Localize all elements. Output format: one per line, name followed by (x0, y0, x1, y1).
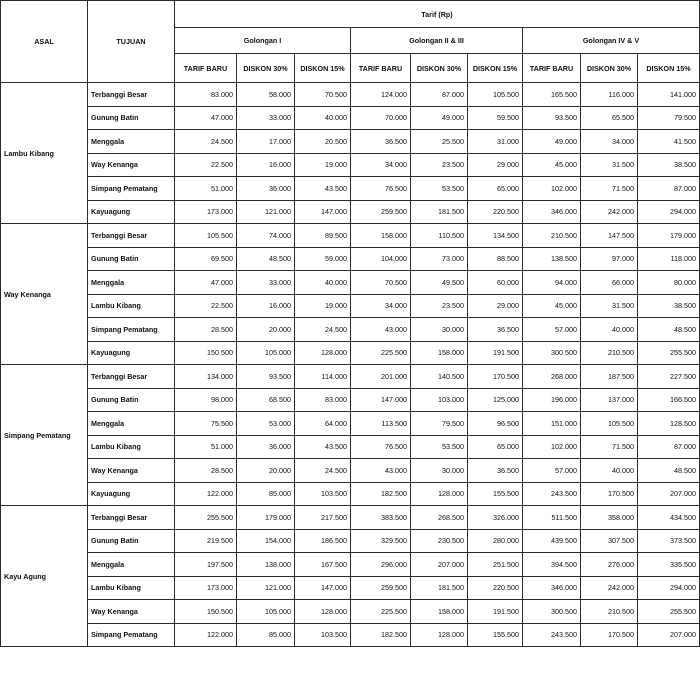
tarif-value-cell: 114.000 (295, 365, 351, 389)
tarif-value-cell: 230.500 (411, 529, 468, 553)
table-row (1, 106, 700, 130)
tujuan-cell: Gunung Batin (88, 106, 175, 130)
tarif-value-cell: 68.500 (237, 388, 295, 412)
tarif-value-cell: 128.500 (638, 412, 700, 436)
tarif-value-cell: 210.500 (523, 224, 581, 248)
tarif-value-cell: 36.500 (468, 459, 523, 483)
tarif-value-cell: 30.000 (411, 318, 468, 342)
tujuan-cell: Terbanggi Besar (88, 224, 175, 248)
tarif-value-cell: 65.000 (468, 435, 523, 459)
tarif-value-cell: 243.500 (523, 482, 581, 506)
tarif-value-cell: 31.500 (581, 294, 638, 318)
table-row (1, 482, 700, 506)
tarif-value-cell: 40.000 (581, 459, 638, 483)
tarif-value-cell: 207.000 (638, 482, 700, 506)
tarif-value-cell: 220.500 (468, 200, 523, 224)
table-row (1, 506, 700, 530)
tarif-value-cell: 24.500 (295, 318, 351, 342)
tujuan-cell: Lambu Kibang (88, 435, 175, 459)
tarif-value-cell: 121.000 (237, 200, 295, 224)
tarif-value-cell: 140.500 (411, 365, 468, 389)
tarif-value-cell: 307.500 (581, 529, 638, 553)
tarif-value-cell: 51.000 (175, 435, 237, 459)
table-row (1, 224, 700, 248)
header-asal: ASAL (1, 1, 88, 83)
header-diskon-15: DISKON 15% (295, 54, 351, 83)
table-body (1, 83, 700, 647)
tarif-value-cell: 19.000 (295, 294, 351, 318)
tarif-value-cell: 207.000 (638, 623, 700, 647)
table-row (1, 623, 700, 647)
tarif-value-cell: 191.500 (468, 341, 523, 365)
tarif-value-cell: 87.000 (638, 435, 700, 459)
tarif-value-cell: 45.000 (523, 294, 581, 318)
table-row (1, 412, 700, 436)
tarif-value-cell: 43.000 (351, 318, 411, 342)
tarif-value-cell: 346.000 (523, 200, 581, 224)
tarif-value-cell: 186.500 (295, 529, 351, 553)
table-header (1, 1, 700, 83)
tarif-value-cell: 170.500 (468, 365, 523, 389)
tarif-value-cell: 85.000 (237, 482, 295, 506)
tarif-value-cell: 29.000 (468, 153, 523, 177)
tarif-value-cell: 20.000 (237, 459, 295, 483)
tarif-value-cell: 40.000 (295, 271, 351, 295)
tarif-value-cell: 121.000 (237, 576, 295, 600)
tarif-value-cell: 76.500 (351, 177, 411, 201)
tarif-value-cell: 197.500 (175, 553, 237, 577)
tarif-value-cell: 220.500 (468, 576, 523, 600)
tarif-value-cell: 346.000 (523, 576, 581, 600)
tarif-value-cell: 47.000 (175, 271, 237, 295)
table-row (1, 130, 700, 154)
tarif-value-cell: 196.000 (523, 388, 581, 412)
header-tarif: Tarif (Rp) (175, 1, 700, 28)
tarif-value-cell: 83.000 (175, 83, 237, 107)
tarif-value-cell: 49.000 (523, 130, 581, 154)
tarif-value-cell: 53.500 (411, 435, 468, 459)
tarif-value-cell: 29.000 (468, 294, 523, 318)
asal-cell: Simpang Pematang (1, 365, 88, 506)
tarif-value-cell: 57.000 (523, 459, 581, 483)
tarif-value-cell: 268.500 (411, 506, 468, 530)
header-tarif-baru: TARIF BARU (523, 54, 581, 83)
tarif-value-cell: 242.000 (581, 200, 638, 224)
tarif-value-cell: 158.000 (411, 341, 468, 365)
tarif-value-cell: 20.000 (237, 318, 295, 342)
tarif-value-cell: 150.500 (175, 600, 237, 624)
tujuan-cell: Way Kenanga (88, 153, 175, 177)
tarif-value-cell: 17.000 (237, 130, 295, 154)
table-row (1, 341, 700, 365)
tarif-value-cell: 166.500 (638, 388, 700, 412)
tarif-value-cell: 358.000 (581, 506, 638, 530)
tarif-value-cell: 255.500 (175, 506, 237, 530)
tarif-value-cell: 191.500 (468, 600, 523, 624)
tarif-value-cell: 170.500 (581, 482, 638, 506)
tarif-value-cell: 28.500 (175, 318, 237, 342)
tarif-value-cell: 23.500 (411, 294, 468, 318)
tarif-value-cell: 155.500 (468, 623, 523, 647)
table-row (1, 388, 700, 412)
tarif-value-cell: 31.000 (468, 130, 523, 154)
tujuan-cell: Menggala (88, 553, 175, 577)
tarif-value-cell: 394.500 (523, 553, 581, 577)
tarif-value-cell: 210.500 (581, 341, 638, 365)
tarif-value-cell: 128.000 (411, 623, 468, 647)
tarif-value-cell: 300.500 (523, 341, 581, 365)
tarif-value-cell: 105.500 (175, 224, 237, 248)
tarif-value-cell: 97.000 (581, 247, 638, 271)
tarif-value-cell: 74.000 (237, 224, 295, 248)
table-row (1, 529, 700, 553)
table-row (1, 294, 700, 318)
tarif-value-cell: 41.500 (638, 130, 700, 154)
table-row (1, 177, 700, 201)
tarif-value-cell: 24.500 (295, 459, 351, 483)
tarif-value-cell: 47.000 (175, 106, 237, 130)
tarif-value-cell: 65.500 (581, 106, 638, 130)
tarif-value-cell: 138.000 (237, 553, 295, 577)
tarif-value-cell: 34.000 (581, 130, 638, 154)
tarif-value-cell: 141.000 (638, 83, 700, 107)
tarif-value-cell: 79.500 (638, 106, 700, 130)
table-row (1, 459, 700, 483)
tarif-value-cell: 94.000 (523, 271, 581, 295)
tarif-value-cell: 243.500 (523, 623, 581, 647)
tarif-value-cell: 158.000 (351, 224, 411, 248)
tarif-value-cell: 255.500 (638, 600, 700, 624)
tarif-value-cell: 36.000 (237, 435, 295, 459)
tarif-value-cell: 181.500 (411, 200, 468, 224)
tarif-value-cell: 187.500 (581, 365, 638, 389)
tarif-value-cell: 137.000 (581, 388, 638, 412)
tarif-value-cell: 434.500 (638, 506, 700, 530)
tarif-value-cell: 40.000 (295, 106, 351, 130)
tarif-value-cell: 116.000 (581, 83, 638, 107)
tarif-value-cell: 25.500 (411, 130, 468, 154)
tarif-value-cell: 31.500 (581, 153, 638, 177)
tarif-value-cell: 158.000 (411, 600, 468, 624)
tarif-value-cell: 439.500 (523, 529, 581, 553)
tarif-value-cell: 103.000 (411, 388, 468, 412)
header-diskon-15: DISKON 15% (638, 54, 700, 83)
tarif-value-cell: 51.000 (175, 177, 237, 201)
tarif-value-cell: 225.500 (351, 341, 411, 365)
tarif-value-cell: 105.500 (581, 412, 638, 436)
tarif-value-cell: 181.500 (411, 576, 468, 600)
tarif-value-cell: 251.500 (468, 553, 523, 577)
tarif-value-cell: 73.000 (411, 247, 468, 271)
tarif-value-cell: 93.500 (237, 365, 295, 389)
tarif-value-cell: 276.000 (581, 553, 638, 577)
table-row (1, 271, 700, 295)
tujuan-cell: Terbanggi Besar (88, 365, 175, 389)
tujuan-cell: Gunung Batin (88, 388, 175, 412)
tarif-value-cell: 43.500 (295, 177, 351, 201)
tarif-value-cell: 40.000 (581, 318, 638, 342)
table-row (1, 318, 700, 342)
table-row (1, 600, 700, 624)
tarif-value-cell: 60.000 (468, 271, 523, 295)
tarif-value-cell: 66.000 (581, 271, 638, 295)
tarif-value-cell: 93.500 (523, 106, 581, 130)
header-golongan-2-3: Golongan II & III (351, 28, 523, 54)
tarif-value-cell: 294.000 (638, 576, 700, 600)
tarif-value-cell: 134.500 (468, 224, 523, 248)
tarif-value-cell: 173.000 (175, 576, 237, 600)
tarif-value-cell: 19.000 (295, 153, 351, 177)
tarif-value-cell: 34.000 (351, 153, 411, 177)
tarif-value-cell: 128.000 (411, 482, 468, 506)
header-diskon-15: DISKON 15% (468, 54, 523, 83)
asal-cell: Lambu Kibang (1, 83, 88, 224)
tarif-value-cell: 48.500 (638, 318, 700, 342)
table-row (1, 576, 700, 600)
tarif-value-cell: 76.500 (351, 435, 411, 459)
tujuan-cell: Menggala (88, 271, 175, 295)
tujuan-cell: Simpang Pematang (88, 623, 175, 647)
tarif-value-cell: 259.500 (351, 576, 411, 600)
tarif-value-cell: 38.500 (638, 153, 700, 177)
tarif-value-cell: 28.500 (175, 459, 237, 483)
tarif-value-cell: 383.500 (351, 506, 411, 530)
tarif-value-cell: 53.000 (237, 412, 295, 436)
tarif-value-cell: 49.000 (411, 106, 468, 130)
header-golongan-1: Golongan I (175, 28, 351, 54)
tarif-value-cell: 87.000 (638, 177, 700, 201)
table-row (1, 247, 700, 271)
tujuan-cell: Gunung Batin (88, 529, 175, 553)
tarif-value-cell: 70.500 (351, 271, 411, 295)
tarif-value-cell: 57.000 (523, 318, 581, 342)
tarif-value-cell: 210.500 (581, 600, 638, 624)
tarif-value-cell: 96.500 (468, 412, 523, 436)
tarif-value-cell: 30.000 (411, 459, 468, 483)
tarif-value-cell: 179.000 (638, 224, 700, 248)
table-row (1, 365, 700, 389)
tarif-value-cell: 65.000 (468, 177, 523, 201)
tarif-value-cell: 165.500 (523, 83, 581, 107)
tarif-value-cell: 170.500 (581, 623, 638, 647)
tarif-value-cell: 45.000 (523, 153, 581, 177)
tarif-value-cell: 36.500 (351, 130, 411, 154)
header-golongan-4-5: Golongan IV & V (523, 28, 700, 54)
tujuan-cell: Kayuagung (88, 341, 175, 365)
tarif-value-cell: 105.000 (237, 341, 295, 365)
tarif-value-cell: 207.000 (411, 553, 468, 577)
tujuan-cell: Menggala (88, 130, 175, 154)
tujuan-cell: Way Kenanga (88, 600, 175, 624)
tarif-value-cell: 147.500 (581, 224, 638, 248)
header-diskon-30: DISKON 30% (411, 54, 468, 83)
tujuan-cell: Simpang Pematang (88, 318, 175, 342)
tarif-value-cell: 85.000 (237, 623, 295, 647)
table-row (1, 83, 700, 107)
tarif-value-cell: 225.500 (351, 600, 411, 624)
tarif-value-cell: 89.500 (295, 224, 351, 248)
header-tarif-baru: TARIF BARU (175, 54, 237, 83)
tarif-value-cell: 20.500 (295, 130, 351, 154)
asal-cell: Kayu Agung (1, 506, 88, 647)
tarif-value-cell: 105.500 (468, 83, 523, 107)
tujuan-cell: Gunung Batin (88, 247, 175, 271)
tujuan-cell: Way Kenanga (88, 459, 175, 483)
tarif-value-cell: 24.500 (175, 130, 237, 154)
tarif-value-cell: 59.000 (295, 247, 351, 271)
tarif-value-cell: 43.000 (351, 459, 411, 483)
tarif-value-cell: 125.000 (468, 388, 523, 412)
tarif-value-cell: 98.000 (175, 388, 237, 412)
tarif-value-cell: 22.500 (175, 294, 237, 318)
tarif-value-cell: 154.000 (237, 529, 295, 553)
tarif-value-cell: 53.500 (411, 177, 468, 201)
tarif-value-cell: 16.000 (237, 294, 295, 318)
tarif-value-cell: 122.000 (175, 623, 237, 647)
header-tarif-baru: TARIF BARU (351, 54, 411, 83)
tarif-value-cell: 217.500 (295, 506, 351, 530)
tarif-value-cell: 80.000 (638, 271, 700, 295)
tarif-value-cell: 38.500 (638, 294, 700, 318)
tarif-value-cell: 83.000 (295, 388, 351, 412)
tarif-value-cell: 59.500 (468, 106, 523, 130)
tarif-value-cell: 23.500 (411, 153, 468, 177)
table-row (1, 200, 700, 224)
tarif-value-cell: 33.000 (237, 106, 295, 130)
tarif-value-cell: 151.000 (523, 412, 581, 436)
tarif-value-cell: 71.500 (581, 435, 638, 459)
tarif-value-cell: 103.500 (295, 623, 351, 647)
tarif-value-cell: 36.500 (468, 318, 523, 342)
tarif-value-cell: 268.000 (523, 365, 581, 389)
tarif-value-cell: 33.000 (237, 271, 295, 295)
tarif-value-cell: 147.000 (351, 388, 411, 412)
tarif-value-cell: 255.500 (638, 341, 700, 365)
tujuan-cell: Simpang Pematang (88, 177, 175, 201)
tarif-value-cell: 48.500 (237, 247, 295, 271)
tarif-value-cell: 179.000 (237, 506, 295, 530)
tarif-value-cell: 104.000 (351, 247, 411, 271)
header-diskon-30: DISKON 30% (581, 54, 638, 83)
table-row (1, 435, 700, 459)
tarif-value-cell: 102.000 (523, 435, 581, 459)
tujuan-cell: Kayuagung (88, 482, 175, 506)
tarif-value-cell: 335.500 (638, 553, 700, 577)
tarif-value-cell: 227.500 (638, 365, 700, 389)
header-tujuan: TUJUAN (88, 1, 175, 83)
tarif-value-cell: 70.500 (295, 83, 351, 107)
tarif-value-cell: 326.000 (468, 506, 523, 530)
tarif-value-cell: 124.000 (351, 83, 411, 107)
tarif-value-cell: 373.500 (638, 529, 700, 553)
tarif-value-cell: 167.500 (295, 553, 351, 577)
tarif-value-cell: 147.000 (295, 200, 351, 224)
tarif-value-cell: 48.500 (638, 459, 700, 483)
tarif-value-cell: 69.500 (175, 247, 237, 271)
tarif-value-cell: 105.000 (237, 600, 295, 624)
tarif-value-cell: 219.500 (175, 529, 237, 553)
tujuan-cell: Lambu Kibang (88, 576, 175, 600)
tarif-value-cell: 329.500 (351, 529, 411, 553)
tujuan-cell: Menggala (88, 412, 175, 436)
tarif-value-cell: 70.000 (351, 106, 411, 130)
tarif-value-cell: 155.500 (468, 482, 523, 506)
tarif-value-cell: 110.500 (411, 224, 468, 248)
asal-cell: Way Kenanga (1, 224, 88, 365)
tarif-value-cell: 242.000 (581, 576, 638, 600)
tarif-value-cell: 300.500 (523, 600, 581, 624)
tarif-value-cell: 79.500 (411, 412, 468, 436)
header-diskon-30: DISKON 30% (237, 54, 295, 83)
tarif-value-cell: 511.500 (523, 506, 581, 530)
tarif-value-cell: 182.500 (351, 623, 411, 647)
tarif-value-cell: 34.000 (351, 294, 411, 318)
tarif-value-cell: 43.500 (295, 435, 351, 459)
tarif-value-cell: 87.000 (411, 83, 468, 107)
tarif-value-cell: 64.000 (295, 412, 351, 436)
tarif-value-cell: 75.500 (175, 412, 237, 436)
tarif-value-cell: 173.000 (175, 200, 237, 224)
tarif-value-cell: 280.000 (468, 529, 523, 553)
tarif-value-cell: 122.000 (175, 482, 237, 506)
tujuan-cell: Terbanggi Besar (88, 506, 175, 530)
tujuan-cell: Terbanggi Besar (88, 83, 175, 107)
tarif-value-cell: 134.000 (175, 365, 237, 389)
tujuan-cell: Lambu Kibang (88, 294, 175, 318)
tarif-value-cell: 138.500 (523, 247, 581, 271)
tarif-value-cell: 294.000 (638, 200, 700, 224)
tarif-value-cell: 118.000 (638, 247, 700, 271)
tarif-value-cell: 150.500 (175, 341, 237, 365)
tarif-value-cell: 296.000 (351, 553, 411, 577)
tarif-value-cell: 71.500 (581, 177, 638, 201)
table-row (1, 553, 700, 577)
tarif-value-cell: 102.000 (523, 177, 581, 201)
table-row (1, 153, 700, 177)
tarif-value-cell: 259.500 (351, 200, 411, 224)
tarif-value-cell: 36.000 (237, 177, 295, 201)
tujuan-cell: Kayuagung (88, 200, 175, 224)
tarif-value-cell: 88.500 (468, 247, 523, 271)
tarif-value-cell: 22.500 (175, 153, 237, 177)
tarif-value-cell: 113.500 (351, 412, 411, 436)
tarif-value-cell: 128.000 (295, 600, 351, 624)
tarif-value-cell: 16.000 (237, 153, 295, 177)
tarif-value-cell: 182.500 (351, 482, 411, 506)
tarif-value-cell: 128.000 (295, 341, 351, 365)
tarif-value-cell: 58.000 (237, 83, 295, 107)
tarif-value-cell: 201.000 (351, 365, 411, 389)
tarif-value-cell: 49.500 (411, 271, 468, 295)
tarif-value-cell: 103.500 (295, 482, 351, 506)
tarif-value-cell: 147.000 (295, 576, 351, 600)
